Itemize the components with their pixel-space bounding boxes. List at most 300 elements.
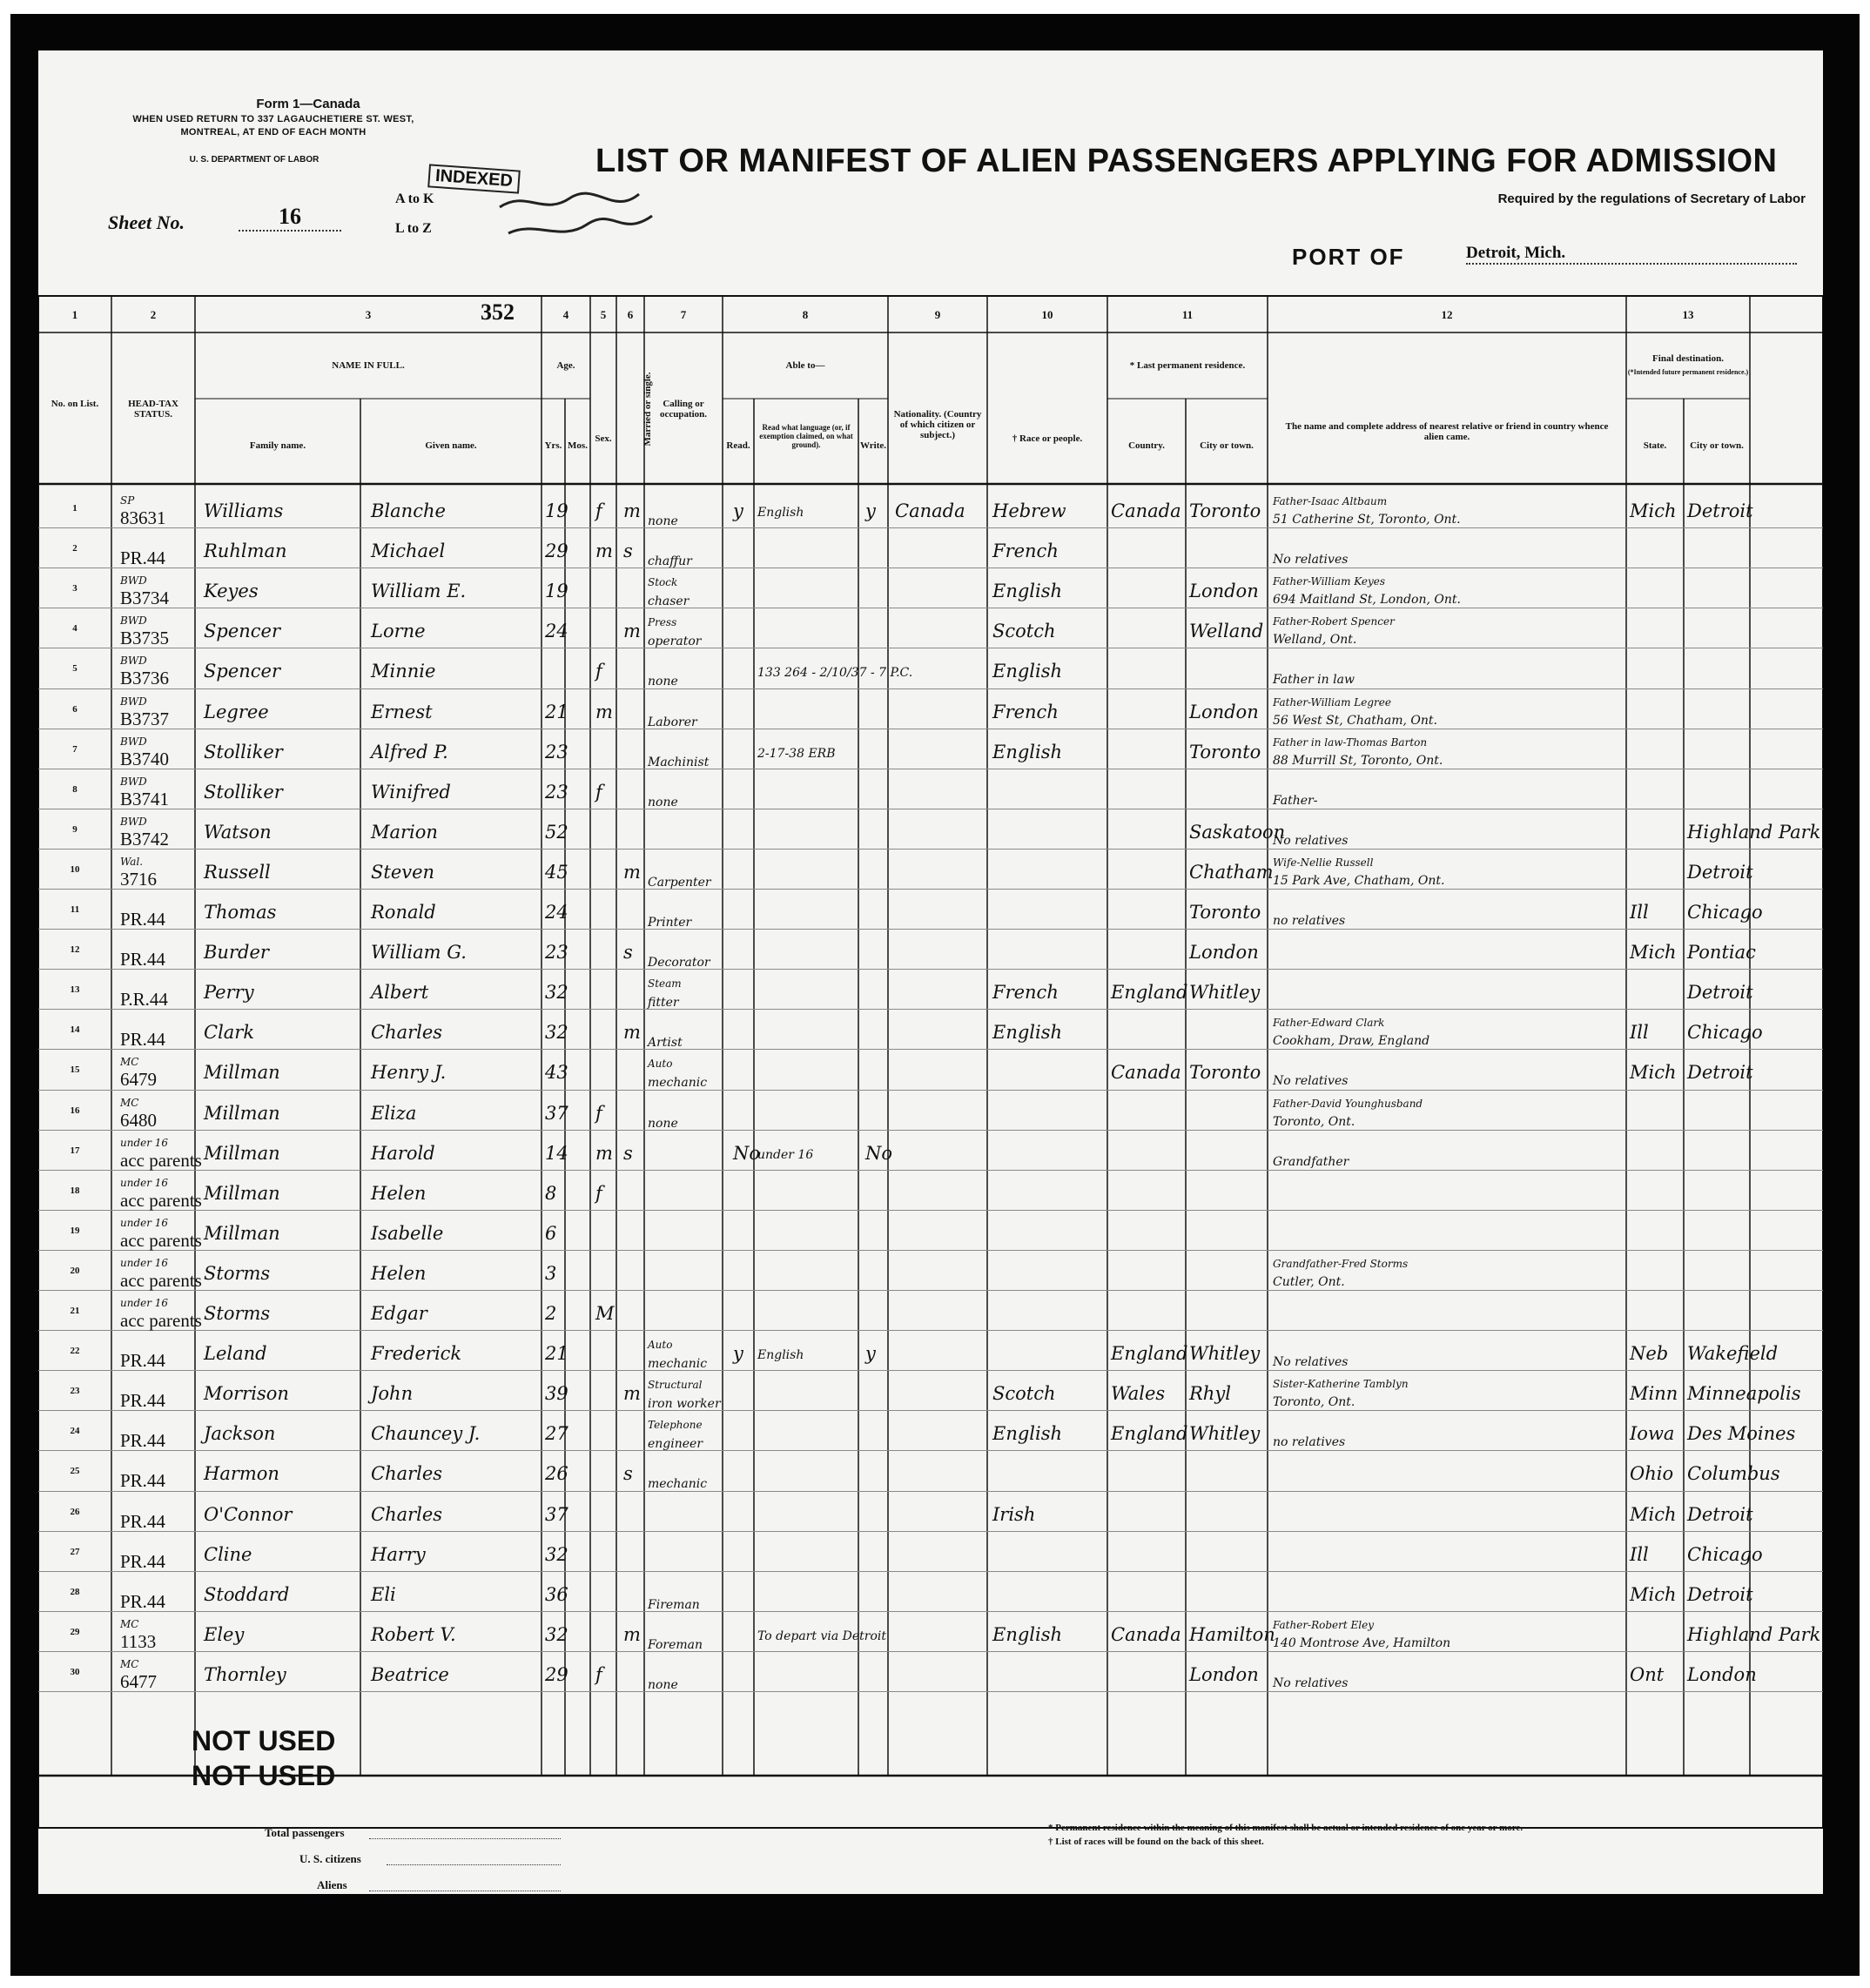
race: Hebrew: [992, 500, 1066, 521]
head-tax-note: under 16: [120, 1297, 169, 1309]
column-number-9: 9: [934, 308, 941, 321]
occupation: fitter: [648, 996, 679, 1011]
row-number: 26: [70, 1506, 80, 1517]
header-write: Write.: [859, 440, 887, 451]
age-years: 23: [545, 942, 568, 964]
table-row: [38, 1049, 1823, 1050]
header-dest-city: City or town.: [1690, 440, 1744, 451]
relative-address: Cookham, Draw, England: [1273, 1034, 1430, 1049]
age-years: 2: [545, 1303, 557, 1324]
header-nationality: Nationality. (Country of which citizen or subject.): [893, 409, 982, 440]
sex: f: [595, 1663, 602, 1685]
residence-country: England: [1111, 1343, 1188, 1365]
given-name: Isabelle: [371, 1222, 444, 1244]
row-number: 9: [72, 823, 77, 835]
header-read: Read.: [726, 440, 750, 451]
given-name: Charles: [371, 1022, 443, 1044]
row-number: 29: [70, 1626, 80, 1637]
family-name: Russell: [204, 861, 271, 883]
header-race: † Race or people.: [1012, 433, 1083, 444]
given-name: William G.: [371, 942, 467, 964]
residence-city: London: [1189, 581, 1259, 602]
row-number: 25: [70, 1466, 80, 1477]
race: English: [992, 1423, 1063, 1445]
read-language: under 16: [757, 1147, 814, 1162]
residence-city: London: [1189, 701, 1259, 722]
age-years: 6: [545, 1222, 557, 1244]
given-name: John: [371, 1383, 414, 1405]
header-no-on-list: No. on List.: [50, 399, 99, 409]
age-years: 32: [545, 1623, 568, 1645]
table-row: [38, 1210, 1823, 1211]
occupation-note: Press: [648, 616, 677, 629]
age-years: 32: [545, 1022, 568, 1044]
row-number: 24: [70, 1426, 80, 1437]
head-tax-note: BWD: [120, 655, 147, 668]
residence-city: Whitley: [1189, 1343, 1261, 1365]
family-name: Leland: [204, 1343, 267, 1365]
marital-status: m: [623, 1623, 641, 1645]
residence-city: Hamilton: [1189, 1623, 1275, 1645]
marital-status: s: [623, 1463, 633, 1485]
destination-state: Ont: [1630, 1663, 1665, 1685]
head-tax-status: 6480: [120, 1109, 157, 1131]
footnote-races: † List of races will be found on the back of this sheet.: [1048, 1837, 1264, 1847]
form-id: Form 1—Canada: [256, 97, 360, 111]
table-row: [38, 1571, 1823, 1572]
head-tax-note: SP: [120, 494, 135, 507]
head-tax-status: PR.44: [120, 547, 165, 569]
sex: f: [595, 1102, 602, 1124]
relative-address: Welland, Ont.: [1273, 633, 1357, 648]
given-name: Beatrice: [371, 1663, 449, 1685]
destination-city: Minneapolis: [1687, 1383, 1801, 1405]
head-tax-note: BWD: [120, 574, 147, 588]
head-tax-note: under 16: [120, 1176, 169, 1189]
race: French: [992, 701, 1059, 722]
header-country: Country.: [1128, 440, 1165, 451]
destination-state: Mich: [1630, 1062, 1677, 1084]
sex: M: [595, 1303, 615, 1324]
head-tax-status: B3740: [120, 748, 170, 769]
us-citizens-label: U. S. citizens: [299, 1852, 361, 1865]
destination-state: Ill: [1630, 902, 1649, 923]
family-name: Williams: [204, 500, 284, 521]
marital-status: s: [623, 1142, 633, 1164]
us-citizens-blank: [387, 1864, 561, 1865]
table-row: [38, 1370, 1823, 1371]
header-read-language: Read what language (or, if exemption claimed, on what ground).: [759, 423, 853, 449]
destination-state: Mich: [1630, 1503, 1677, 1525]
occupation: none: [648, 1116, 678, 1131]
destination-state: Ohio: [1630, 1463, 1674, 1485]
nationality: Canada: [895, 500, 965, 521]
header-married-single: Married or single.: [642, 372, 653, 447]
head-tax-status: 1133: [120, 1630, 157, 1652]
head-tax-status: acc parents: [120, 1189, 202, 1211]
destination-state: Mich: [1630, 1583, 1677, 1605]
given-name: Helen: [371, 1182, 427, 1204]
read-language: 133 264 - 2/10/37 - 7 P.C.: [757, 666, 913, 681]
header-last-residence: * Last permanent residence.: [1129, 360, 1246, 371]
family-name: Millman: [204, 1222, 280, 1244]
relative-address: Father-: [1273, 793, 1318, 808]
regulation-note: Required by the regulations of Secretary of Labor: [1497, 191, 1806, 206]
write: No: [865, 1142, 893, 1164]
manifest-sheet: [38, 50, 1823, 1894]
header-head-tax: HEAD-TAX STATUS.: [128, 399, 178, 420]
header-final-note: (*Intended future permanent residence.): [1627, 368, 1749, 376]
race: English: [992, 1022, 1063, 1044]
head-tax-note: BWD: [120, 615, 147, 628]
given-name: Harry: [371, 1543, 426, 1565]
given-name: William E.: [371, 581, 467, 602]
indexed-stamp: INDEXED: [427, 164, 521, 193]
header-final-destination: Final destination.: [1652, 353, 1724, 364]
head-tax-status: P.R.44: [120, 989, 168, 1011]
destination-state: Minn: [1630, 1383, 1678, 1405]
stamped-page-number: 352: [481, 299, 515, 325]
head-tax-status: PR.44: [120, 1350, 165, 1372]
given-name: Minnie: [371, 661, 436, 682]
family-name: Spencer: [204, 621, 281, 642]
destination-city: Columbus: [1687, 1463, 1780, 1485]
family-name: Keyes: [204, 581, 259, 602]
given-name: Edgar: [371, 1303, 427, 1324]
occupation: none: [648, 675, 678, 689]
table-row: [38, 1009, 1823, 1010]
head-tax-status: PR.44: [120, 1510, 165, 1532]
family-name: Millman: [204, 1062, 280, 1084]
family-name: Millman: [204, 1142, 280, 1164]
row-number: 23: [70, 1386, 80, 1397]
residence-country: England: [1111, 1423, 1188, 1445]
row-number: 12: [70, 944, 80, 956]
table-row: [38, 969, 1823, 970]
head-tax-status: B3735: [120, 628, 170, 649]
family-name: Legree: [204, 701, 269, 722]
row-number: 19: [70, 1225, 80, 1236]
header-family-name: Family name.: [249, 440, 306, 451]
destination-city: Detroit: [1687, 1583, 1753, 1605]
head-tax-status: PR.44: [120, 1029, 165, 1051]
column-number-13: 13: [1682, 308, 1694, 321]
occupation: Laborer: [648, 715, 697, 729]
residence-city: London: [1189, 942, 1259, 964]
family-name: Thornley: [204, 1663, 286, 1685]
table-grid: [38, 50, 1823, 1894]
age-years: 52: [545, 821, 568, 843]
age-years: 26: [545, 1463, 568, 1485]
relative-address: 88 Murrill St, Toronto, Ont.: [1273, 753, 1443, 768]
column-number-2: 2: [150, 308, 157, 321]
occupation-note: Stock: [648, 576, 678, 589]
destination-city: Detroit: [1687, 982, 1753, 1004]
given-name: Blanche: [371, 500, 446, 521]
not-used-stamp: NOT USED: [192, 1760, 336, 1791]
race: English: [992, 1623, 1063, 1645]
residence-city: Whitley: [1189, 982, 1261, 1004]
relative-name: Father-David Younghusband: [1273, 1097, 1423, 1110]
residence-city: Toronto: [1189, 741, 1261, 762]
head-tax-note: under 16: [120, 1256, 169, 1269]
row-number: 4: [72, 623, 77, 635]
head-tax-note: under 16: [120, 1216, 169, 1229]
table-row: [38, 527, 1823, 528]
row-number: 1: [72, 503, 77, 514]
read-language: To depart via Detroit: [757, 1629, 886, 1643]
write: y: [865, 1343, 876, 1365]
marital-status: m: [623, 861, 641, 883]
column-number-10: 10: [1041, 308, 1053, 321]
header-able-to: Able to—: [785, 360, 825, 371]
column-number-7: 7: [680, 308, 687, 321]
family-name: Millman: [204, 1102, 280, 1124]
age-years: 19: [545, 500, 568, 521]
relative-name: Wife-Nellie Russell: [1273, 856, 1374, 869]
table-row: [38, 1250, 1823, 1251]
head-tax-note: MC: [120, 1096, 139, 1109]
marital-status: s: [623, 942, 633, 964]
row-number: 30: [70, 1666, 80, 1677]
head-tax-status: acc parents: [120, 1229, 202, 1251]
relative-address: No relatives: [1273, 1074, 1349, 1089]
sex: m: [595, 1142, 613, 1164]
family-name: Clark: [204, 1022, 255, 1044]
destination-state: Iowa: [1630, 1423, 1675, 1445]
family-name: Eley: [204, 1623, 245, 1645]
table-row: [38, 1410, 1823, 1411]
given-name: Henry J.: [371, 1062, 447, 1084]
destination-city: Pontiac: [1687, 942, 1756, 964]
row-number: 17: [70, 1145, 80, 1156]
head-tax-note: MC: [120, 1657, 139, 1670]
occupation: iron worker: [648, 1397, 721, 1412]
residence-city: London: [1189, 1663, 1259, 1685]
residence-country: Wales: [1111, 1383, 1166, 1405]
table-row: [38, 889, 1823, 890]
return-instructions-line2: MONTREAL, AT END OF EACH MONTH: [180, 127, 367, 138]
relative-name: Father-Robert Eley: [1273, 1618, 1375, 1631]
relative-address: Father in law: [1273, 673, 1355, 688]
relative-address: no relatives: [1273, 914, 1346, 928]
residence-city: Toronto: [1189, 1062, 1261, 1084]
occupation: mechanic: [648, 1477, 708, 1492]
column-number-3: 3: [365, 308, 372, 321]
relative-address: Toronto, Ont.: [1273, 1114, 1355, 1129]
relative-address: 51 Catherine St, Toronto, Ont.: [1273, 513, 1461, 527]
relative-address: 15 Park Ave, Chatham, Ont.: [1273, 873, 1445, 888]
given-name: Chauncey J.: [371, 1423, 481, 1445]
age-years: 23: [545, 741, 568, 762]
residence-city: Rhyl: [1189, 1383, 1231, 1405]
sheet-label: Sheet No.: [108, 212, 185, 233]
age-years: 24: [545, 621, 568, 642]
marital-status: m: [623, 1022, 641, 1044]
age-years: 39: [545, 1383, 568, 1405]
header-years: Yrs.: [544, 440, 562, 451]
residence-city: Whitley: [1189, 1423, 1261, 1445]
family-name: O'Connor: [204, 1503, 293, 1525]
relative-name: Father-William Legree: [1273, 695, 1391, 709]
read-language: English: [757, 506, 804, 520]
read: No: [733, 1142, 761, 1164]
relative-name: Father-Isaac Altbaum: [1273, 495, 1388, 507]
given-name: Winifred: [371, 781, 451, 803]
row-number: 6: [72, 703, 77, 715]
row-number: 20: [70, 1265, 80, 1276]
given-name: Ernest: [371, 701, 433, 722]
row-number: 28: [70, 1586, 80, 1597]
occupation: mechanic: [648, 1357, 708, 1372]
head-tax-status: B3742: [120, 828, 170, 850]
race: English: [992, 741, 1063, 762]
destination-city: Detroit: [1687, 1503, 1753, 1525]
table-row: [38, 1491, 1823, 1492]
given-name: Alfred P.: [371, 741, 448, 762]
given-name: Albert: [371, 982, 429, 1004]
sex: m: [595, 701, 613, 722]
read: y: [733, 500, 743, 521]
destination-city: Wakefield: [1687, 1343, 1779, 1365]
header-months: Mos.: [568, 440, 588, 451]
occupation: Carpenter: [648, 875, 711, 890]
family-name: Storms: [204, 1262, 271, 1284]
relative-name: Sister-Katherine Tamblyn: [1273, 1378, 1409, 1391]
residence-city: Toronto: [1189, 500, 1261, 521]
destination-city: Detroit: [1687, 1062, 1753, 1084]
read-language: 2-17-38 ERB: [757, 746, 836, 761]
table-row: [38, 1531, 1823, 1532]
head-tax-status: PR.44: [120, 949, 165, 970]
family-name: Thomas: [204, 902, 277, 923]
column-number-12: 12: [1441, 308, 1453, 321]
total-passengers-blank: [369, 1838, 561, 1839]
age-years: 21: [545, 1343, 568, 1365]
sex: f: [595, 500, 602, 521]
occupation: mechanic: [648, 1076, 708, 1091]
family-name: Perry: [204, 982, 254, 1004]
race: English: [992, 581, 1063, 602]
relative-name: Father-William Keyes: [1273, 575, 1386, 588]
head-tax-note: Wal.: [120, 855, 144, 868]
column-number-8: 8: [802, 308, 809, 321]
residence-country: Canada: [1111, 1062, 1181, 1084]
relative-address: No relatives: [1273, 833, 1349, 848]
column-number-11: 11: [1181, 308, 1194, 321]
marital-status: m: [623, 1383, 641, 1405]
race: Irish: [992, 1503, 1036, 1525]
occupation: none: [648, 795, 678, 809]
row-number: 11: [70, 904, 80, 915]
head-tax-status: B3737: [120, 708, 170, 729]
age-years: 8: [545, 1182, 557, 1204]
family-name: Morrison: [204, 1383, 289, 1405]
destination-state: Ill: [1630, 1543, 1649, 1565]
sex: f: [595, 661, 602, 682]
race: French: [992, 982, 1059, 1004]
read: y: [733, 1343, 743, 1365]
row-number: 18: [70, 1185, 80, 1196]
head-tax-note: BWD: [120, 815, 147, 828]
destination-city: London: [1687, 1663, 1757, 1685]
residence-country: Canada: [1111, 500, 1181, 521]
race: English: [992, 661, 1063, 682]
occupation: chaser: [648, 594, 689, 609]
head-tax-status: acc parents: [120, 1269, 202, 1291]
given-name: Helen: [371, 1262, 427, 1284]
relative-name: Father in law-Thomas Barton: [1273, 735, 1428, 749]
age-years: 29: [545, 541, 568, 562]
age-years: 27: [545, 1423, 568, 1445]
head-tax-status: 83631: [120, 507, 166, 528]
column-number-1: 1: [71, 308, 78, 321]
age-years: 14: [545, 1142, 568, 1164]
relative-name: Father-Edward Clark: [1273, 1017, 1385, 1030]
family-name: Spencer: [204, 661, 281, 682]
write: y: [865, 500, 876, 521]
destination-city: Chicago: [1687, 902, 1763, 923]
head-tax-status: PR.44: [120, 1470, 165, 1492]
race: Scotch: [992, 1383, 1056, 1405]
marital-status: s: [623, 541, 633, 562]
destination-city: Highland Park: [1687, 1623, 1821, 1645]
occupation-note: Auto: [648, 1339, 673, 1352]
column-number-6: 6: [627, 308, 634, 321]
marital-status: m: [623, 621, 641, 642]
destination-city: Des Moines: [1687, 1423, 1796, 1445]
destination-city: Highland Park: [1687, 821, 1821, 843]
age-years: 21: [545, 701, 568, 722]
race: Scotch: [992, 621, 1056, 642]
row-number: 2: [72, 543, 77, 554]
residence-city: Chatham: [1189, 861, 1274, 883]
return-instructions-line1: WHEN USED RETURN TO 337 LAGAUCHETIERE ST. WEST,: [132, 114, 414, 124]
header-given-name: Given name.: [425, 440, 477, 451]
row-number: 16: [70, 1105, 80, 1116]
row-number: 27: [70, 1546, 80, 1557]
head-tax-status: PR.44: [120, 1550, 165, 1572]
row-number: 10: [70, 863, 80, 875]
relative-address: no relatives: [1273, 1435, 1346, 1450]
head-tax-status: 3716: [120, 868, 157, 890]
residence-city: Saskatoon: [1189, 821, 1286, 843]
given-name: Ronald: [371, 902, 436, 923]
a-to-k-label: A to K: [395, 191, 434, 206]
header-calling: Calling or occupation.: [659, 399, 708, 420]
occupation: chaffur: [648, 554, 692, 569]
given-name: Michael: [371, 541, 446, 562]
l-to-z-label: L to Z: [395, 221, 432, 236]
age-years: 24: [545, 902, 568, 923]
row-number: 13: [70, 984, 80, 996]
occupation-note: Telephone: [648, 1419, 703, 1432]
head-tax-status: 6477: [120, 1670, 157, 1692]
table-row: [38, 1651, 1823, 1652]
relative-address: No relatives: [1273, 1676, 1349, 1690]
marital-status: m: [623, 500, 641, 521]
head-tax-status: B3736: [120, 668, 170, 689]
head-tax-status: PR.44: [120, 1430, 165, 1452]
header-name-in-full: NAME IN FULL.: [332, 360, 405, 371]
head-tax-status: PR.44: [120, 909, 165, 930]
given-name: Marion: [371, 821, 438, 843]
table-row: [38, 929, 1823, 930]
occupation: Printer: [648, 916, 692, 930]
relative-name: Grandfather-Fred Storms: [1273, 1257, 1409, 1270]
destination-city: Detroit: [1687, 500, 1753, 521]
port-value: Detroit, Mich.: [1466, 244, 1797, 265]
